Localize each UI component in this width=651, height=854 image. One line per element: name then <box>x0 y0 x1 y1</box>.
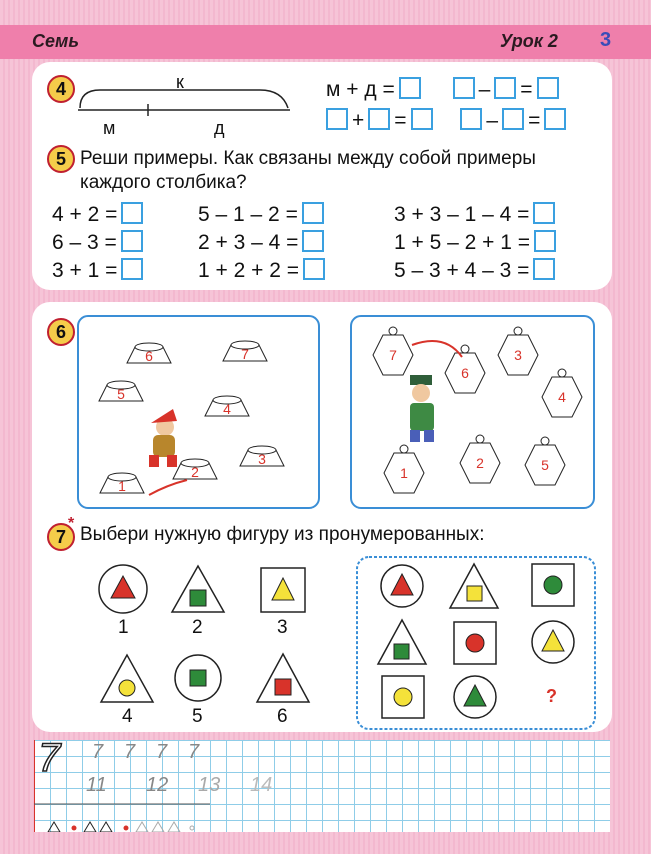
expression: 3 + 3 – 1 – 4 = <box>394 203 530 226</box>
copybook-content <box>34 740 610 832</box>
figure-label-2: 2 <box>192 617 203 638</box>
stump-label: 1 <box>118 478 126 494</box>
figure-2[interactable] <box>172 566 224 612</box>
expression: 3 + 1 = <box>52 259 118 282</box>
expression: 6 – 3 = <box>52 231 117 254</box>
topic-title: Семь <box>32 31 80 51</box>
trace-number: 12 <box>146 774 169 796</box>
expression: 5 – 1 – 2 = <box>198 203 298 226</box>
stump-label: 5 <box>117 386 125 402</box>
answer-box[interactable] <box>533 202 555 224</box>
segment-label-m: м <box>103 118 116 138</box>
segment-label-k: к <box>176 72 184 92</box>
ex5-col1-row1 <box>52 202 143 227</box>
pattern-cell <box>454 622 496 664</box>
segment-label-d: д <box>214 118 225 138</box>
minus-sign: – <box>486 109 499 132</box>
figure-label-5: 5 <box>192 706 203 727</box>
trace-number: 11 <box>86 774 107 796</box>
shape-triangle <box>136 822 148 832</box>
trace-digit: 7 <box>156 741 168 763</box>
shape-triangle <box>168 822 180 832</box>
page-header <box>0 25 651 59</box>
ex5-col2-row2 <box>198 230 324 255</box>
answer-box[interactable] <box>326 108 348 130</box>
lantern-label: 5 <box>541 457 549 473</box>
trace-digit: 7 <box>124 741 136 763</box>
answer-box[interactable] <box>302 230 324 252</box>
shape-triangle <box>152 822 164 832</box>
answer-box[interactable] <box>399 77 421 99</box>
answer-box[interactable] <box>121 202 143 224</box>
lanterns-picture <box>350 315 595 509</box>
answer-box[interactable] <box>411 108 433 130</box>
answer-box[interactable] <box>453 77 475 99</box>
answer-box[interactable] <box>368 108 390 130</box>
answer-box[interactable] <box>303 258 325 280</box>
expression: 1 + 5 – 2 + 1 = <box>394 231 531 254</box>
pattern-cell <box>532 621 574 663</box>
ex5-instruction-line2: каждого столбика? <box>80 172 247 193</box>
answer-box[interactable] <box>121 258 143 280</box>
sample-digit: 7 <box>38 736 61 780</box>
answer-box[interactable] <box>533 258 555 280</box>
answer-box[interactable] <box>460 108 482 130</box>
figure-3[interactable] <box>261 568 305 612</box>
answer-box[interactable] <box>494 77 516 99</box>
figure-4[interactable] <box>101 655 153 702</box>
stump-label: 6 <box>145 348 153 364</box>
minus-sign: – <box>478 78 491 101</box>
lantern-label: 4 <box>558 389 566 405</box>
expression: 5 – 3 + 4 – 3 = <box>394 259 530 282</box>
shape-triangle <box>48 822 60 832</box>
shape-dot <box>190 826 194 830</box>
answer-box[interactable] <box>121 230 143 252</box>
page-number: 3 <box>600 29 612 51</box>
answer-box[interactable] <box>302 202 324 224</box>
question-mark: ? <box>546 686 557 706</box>
equals-sign: = <box>394 109 407 132</box>
trace-digit: 7 <box>92 741 104 763</box>
expression: 2 + 3 – 4 = <box>198 231 299 254</box>
ex5-col3-row2 <box>394 230 556 255</box>
pattern-cell <box>454 676 496 718</box>
shape-dot <box>72 826 77 831</box>
figure-label-6: 6 <box>277 706 288 727</box>
figure-5[interactable] <box>175 655 221 701</box>
pattern-cell <box>532 564 574 606</box>
answer-box[interactable] <box>537 77 559 99</box>
lantern-label: 6 <box>461 365 469 381</box>
expression: 1 + 2 + 2 = <box>198 259 300 282</box>
ex5-col3-row1 <box>394 202 555 227</box>
figure-label-4: 4 <box>122 706 133 727</box>
figure-label-1: 1 <box>118 617 129 638</box>
trace-number: 13 <box>198 774 221 796</box>
figure-1[interactable] <box>99 565 147 613</box>
equals-sign: = <box>520 78 533 101</box>
ex4-row1 <box>326 77 563 102</box>
ex5-col2-row1 <box>198 202 324 227</box>
figure-6[interactable] <box>257 654 309 702</box>
lantern-label: 7 <box>389 347 397 363</box>
exercise-number-5: 5 <box>47 145 75 173</box>
lantern-label: 1 <box>400 465 408 481</box>
ex5-instruction-line1: Реши примеры. Как связаны между собой примеры <box>80 148 536 169</box>
ex5-col3-row3 <box>394 258 555 283</box>
lantern-label: 3 <box>514 347 522 363</box>
answer-box[interactable] <box>534 230 556 252</box>
trace-number: 14 <box>250 774 273 796</box>
difficulty-star: * <box>68 515 75 532</box>
stump-label: 2 <box>191 464 199 480</box>
lesson-title: Урок 2 <box>500 31 558 51</box>
numbered-figures <box>90 560 320 730</box>
ex5-col1-row2 <box>52 230 143 255</box>
ex4-row2 <box>322 108 570 133</box>
shape-dot <box>124 826 129 831</box>
pattern-grid <box>356 556 596 730</box>
shape-triangle <box>84 822 96 832</box>
pattern-cell <box>382 676 424 718</box>
plus-sign: + <box>352 109 365 132</box>
segment-arc <box>80 90 288 108</box>
exercise-number-7: 7 <box>47 523 75 551</box>
stump-label: 4 <box>223 401 231 417</box>
lantern-label: 2 <box>476 455 484 471</box>
answer-box[interactable] <box>544 108 566 130</box>
stumps-picture <box>77 315 320 509</box>
trace-digit: 7 <box>188 741 200 763</box>
answer-box[interactable] <box>502 108 524 130</box>
exercise-number-4: 4 <box>47 75 75 103</box>
exercise-number-6: 6 <box>47 318 75 346</box>
equals-sign: = <box>528 109 541 132</box>
stump-label: 3 <box>258 451 266 467</box>
ex4-row1-expression: м + д = <box>326 78 395 101</box>
ex5-col1-row3 <box>52 258 143 283</box>
pattern-cell <box>381 565 423 607</box>
figure-label-3: 3 <box>277 617 288 638</box>
shape-triangle <box>100 822 112 832</box>
ex7-instruction: Выбери нужную фигуру из пронумерованных: <box>80 524 485 545</box>
expression: 4 + 2 = <box>52 203 118 226</box>
stump-label: 7 <box>241 346 249 362</box>
ex5-col2-row3 <box>198 258 325 283</box>
